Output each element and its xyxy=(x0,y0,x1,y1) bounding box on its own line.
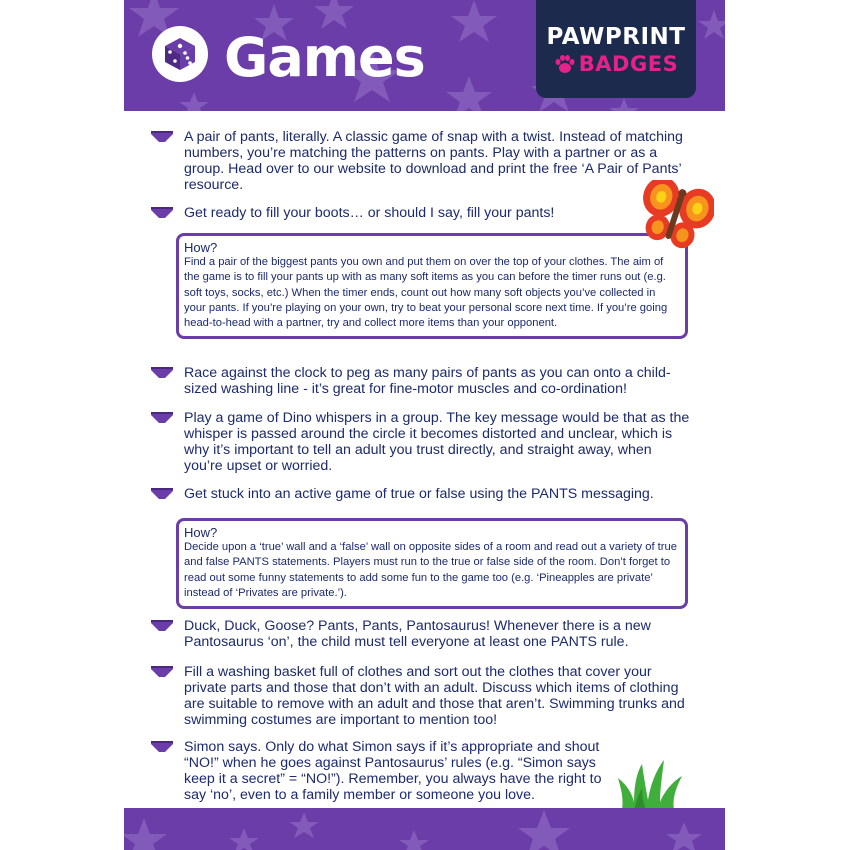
item-text: Fill a washing basket full of clothes and sort out the clothes that cover your private parts and those that don’t with an adult. Discuss which items of clothing are suitable to remove with an adult and those that aren’t. Swimming trunks and swimming costumes are important to mention too! xyxy=(184,664,685,728)
butterfly-icon xyxy=(636,180,714,252)
how-box-title: How? xyxy=(184,240,218,255)
page-title: Games xyxy=(224,26,425,89)
pawprint-badges-logo xyxy=(536,0,696,98)
item-text: Simon says. Only do what Simon says if it’s appropriate and shout “NO!” when he goes against Pantosaurus’ rules (e.g. “Simon says keep it a secret” = “NO!”). Remember, you always have the right to say ‘no’, even to a family member or someone you love. xyxy=(184,739,602,803)
grass-icon xyxy=(618,758,690,810)
dice-badge xyxy=(152,26,208,82)
star-icon xyxy=(124,818,167,850)
logo-text-bottom: BADGES xyxy=(578,52,679,76)
star-icon xyxy=(609,98,639,111)
list-item xyxy=(184,618,694,650)
footer-banner xyxy=(124,808,725,850)
star-icon xyxy=(698,10,725,39)
pants-bullet-icon xyxy=(151,207,173,218)
pants-bullet-icon xyxy=(151,488,173,499)
how-box xyxy=(176,233,688,339)
list-item xyxy=(184,410,694,474)
item-text: Play a game of Dino whispers in a group. The key message would be that as the whisper is passed around the circle it becomes distorted and unclear, which is why it’s important to tell an adult you trust directly, and straight away, when you’re upset or worried. xyxy=(184,410,690,474)
item-text: Get stuck into an active game of true or false using the PANTS messaging. xyxy=(184,486,654,502)
item-text: Race against the clock to peg as many pairs of pants as you can onto a child-sized washing line - it’s great for fine-motor muscles and co-ordination! xyxy=(184,365,671,397)
item-text: A pair of pants, literally. A classic game of snap with a twist. Instead of matching numbers, you’re matching the patterns on pants. Play with a partner or as a group. Head over to our website to download and print the free ‘A Pair of Pants’ resource. xyxy=(184,129,683,193)
star-icon xyxy=(518,810,570,850)
list-item xyxy=(184,205,694,221)
star-icon xyxy=(666,822,702,850)
games-page xyxy=(124,0,725,850)
item-text: Duck, Duck, Goose? Pants, Pants, Pantosaurus! Whenever there is a new Pantosaurus ‘on’, the child must tell everyone at least one PANTS rule. xyxy=(184,618,651,650)
header-banner xyxy=(124,0,725,111)
logo-text-bottom-wrap xyxy=(536,52,696,76)
list-item xyxy=(184,365,694,397)
list-item xyxy=(184,129,694,193)
star-icon xyxy=(179,92,209,111)
how-box-body: Decide upon a ‘true’ wall and a ‘false’ wall on opposite sides of a room and read out a variety of true and false PANTS statements. Players must run to the true or false side of the room. Don’t forget to read out some funny statements to add some fun to the game too (e.g. ‘Pineapples are private’ instead of ‘Privates are private.’). xyxy=(184,541,677,599)
logo-text-top: PAWPRINT xyxy=(546,24,686,50)
paw-icon xyxy=(554,54,576,74)
dice-icon xyxy=(162,36,198,72)
star-icon xyxy=(229,828,259,850)
pants-bullet-icon xyxy=(151,412,173,423)
list-item xyxy=(184,664,694,728)
how-box xyxy=(176,518,688,609)
list-item xyxy=(184,739,624,803)
star-pattern xyxy=(124,808,725,850)
pants-bullet-icon xyxy=(151,131,173,142)
how-box-title: How? xyxy=(184,525,218,540)
star-icon xyxy=(446,76,492,111)
pants-bullet-icon xyxy=(151,666,173,677)
list-item xyxy=(184,486,694,502)
star-icon xyxy=(451,0,497,42)
pants-bullet-icon xyxy=(151,741,173,752)
pants-bullet-icon xyxy=(151,620,173,631)
how-box-body: Find a pair of the biggest pants you own and put them on over the top of your clothes. The aim of the game is to fill your pants up with as many soft items as you can before the timer runs out (e.g. soft toys, socks, etc.) When the timer ends, count out how many soft objects you’ve collected in your pants. If you’re playing on your own, try to beat your personal score next time. If you’re going head-to-head with a partner, try and collect more items than your opponent. xyxy=(184,256,668,330)
star-icon xyxy=(289,812,319,838)
star-icon xyxy=(399,830,429,850)
pants-bullet-icon xyxy=(151,367,173,378)
item-text: Get ready to fill your boots… or should I say, fill your pants! xyxy=(184,205,555,221)
